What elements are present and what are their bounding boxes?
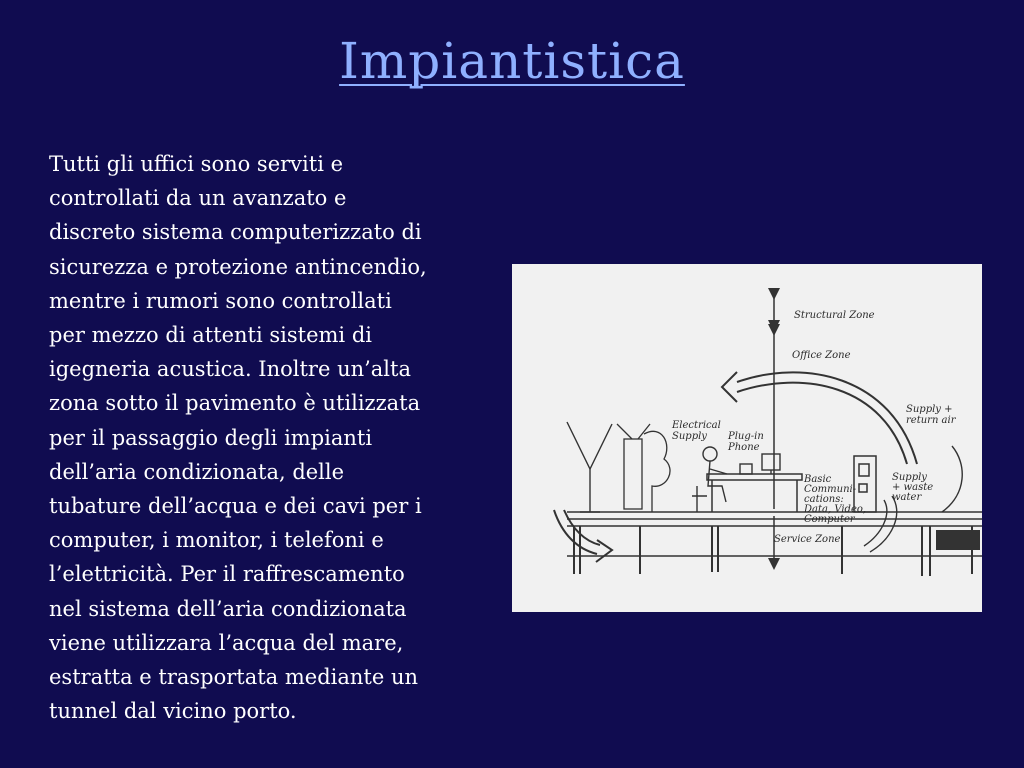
body-line: computer, i monitor, i telefoni e: [49, 528, 384, 553]
body-line: tubature dell’acqua e dei cavi per i: [49, 494, 422, 519]
label-waste: + waste: [892, 482, 934, 493]
return-flow-arrow: [554, 510, 612, 562]
body-line: viene utilizzara l’acqua del mare,: [49, 630, 404, 655]
body-line: sicurezza e protezione antincendio,: [49, 254, 427, 279]
body-line: igegneria acustica. Inoltre un’alta: [49, 357, 411, 382]
label-basic: Basic: [804, 474, 832, 485]
body-line: zona sotto il pavimento è utilizzata: [49, 391, 421, 416]
tree-sketch: [617, 424, 670, 512]
plant-sketch: [567, 422, 612, 512]
label-service-zone: Service Zone: [774, 534, 841, 545]
body-line: nel sistema dell’aria condizionata: [49, 596, 407, 621]
label-electrical: Electrical: [672, 420, 721, 431]
label-office-zone: Office Zone: [792, 350, 851, 361]
label-communi: Communi-: [804, 484, 857, 495]
body-line: estratta e trasportata mediante un: [49, 665, 419, 690]
sketch-labels: [671, 310, 957, 545]
label-supply-water: Supply: [892, 472, 927, 483]
label-electrical-supply: Supply: [672, 431, 707, 442]
floor-supports: [574, 526, 972, 576]
desk: [707, 474, 802, 512]
label-structural-zone: Structural Zone: [794, 310, 875, 321]
label-computer: Computer: [804, 514, 855, 525]
label-data-video: Data, Video,: [804, 504, 867, 515]
body-line: tunnel dal vicino porto.: [49, 699, 297, 724]
body-line: per mezzo di attenti sistemi di: [49, 323, 372, 348]
slide-title: Impiantistica: [339, 32, 685, 90]
duct-box: [936, 530, 980, 550]
body-line: controllati da un avanzato e: [49, 186, 347, 211]
building-section-sketch: [512, 264, 982, 612]
label-water: water: [892, 492, 922, 503]
slide-body-text: [49, 147, 479, 728]
body-line: mentre i rumori sono controllati: [49, 288, 392, 313]
body-line: per il passaggio degli impianti: [49, 425, 373, 450]
sketch-drawing: [512, 264, 982, 612]
body-line: l’elettricità. Per il raffrescamento: [49, 562, 405, 587]
label-phone: Phone: [728, 442, 760, 453]
label-plugin: Plug-in: [728, 431, 764, 442]
body-line: discreto sistema computerizzato di: [49, 220, 422, 245]
body-line: Tutti gli uffici sono serviti e: [49, 152, 344, 176]
label-cations: cations:: [804, 494, 844, 505]
label-supply-air: Supply +: [906, 404, 953, 415]
body-line: dell’aria condizionata, delle: [49, 459, 345, 484]
label-return-air: return air: [906, 415, 956, 426]
